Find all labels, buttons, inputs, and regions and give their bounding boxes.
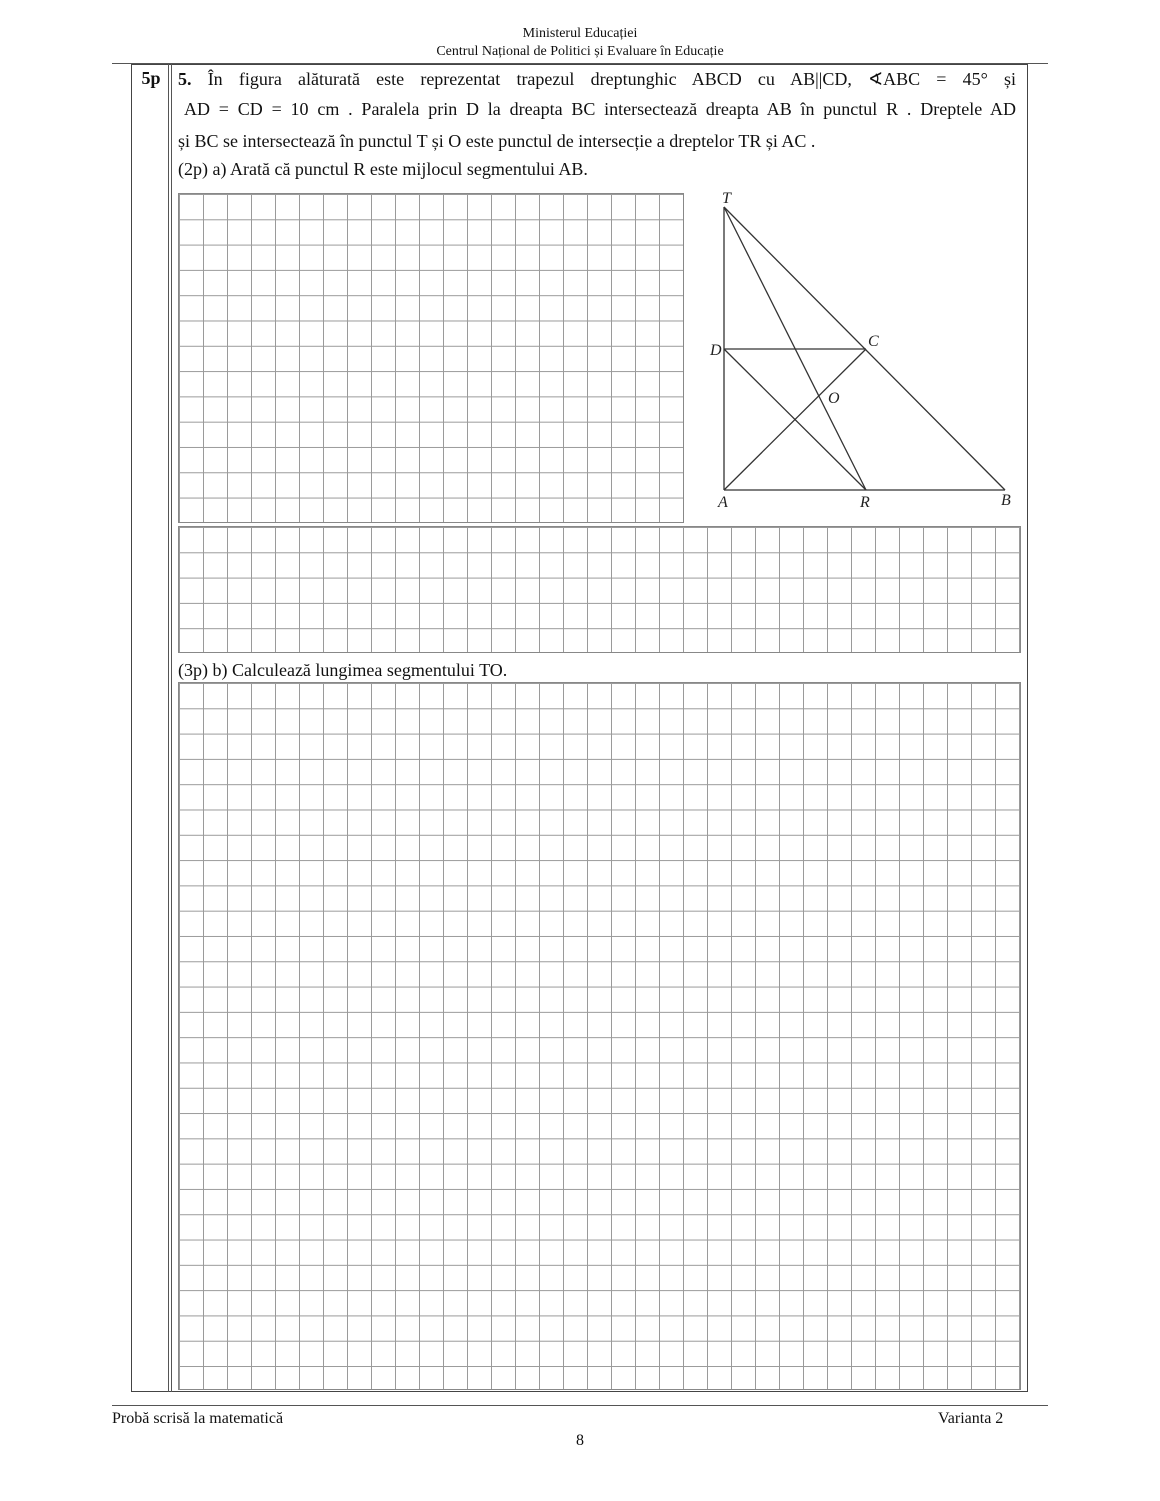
trapezoid-figure [700, 185, 1030, 515]
label-A: A [718, 494, 728, 511]
problem-statement-line-2: AD = CD = 10 cm . Paralela prin D la dreapta BC intersectează dreapta AB în punctul R . Dreptele AD [184, 99, 1016, 119]
footer-variant: Varianta 2 [938, 1410, 1004, 1427]
label-C: C [868, 333, 879, 350]
label-O: O [828, 390, 840, 407]
points-column-divider [168, 64, 169, 1392]
label-T: T [722, 190, 731, 207]
part-a-prompt: (2p) a) Arată că punctul R este mijlocul segmentului AB. [178, 159, 588, 179]
header-center: Centrul Național de Politici și Evaluare în Educație [436, 44, 724, 59]
label-D: D [710, 342, 722, 359]
answer-grid-a-left[interactable] [178, 193, 684, 523]
problem-text-1: În figura alăturată este reprezentat trapezul dreptunghic ABCD cu AB||CD, ∢ABC = 45° și [207, 69, 1017, 89]
part-b-prompt: (3p) b) Calculează lungimea segmentului TO. [178, 660, 508, 680]
problem-number: 5. [178, 69, 192, 89]
problem-statement-line-3: și BC se intersectează în punctul T și O este punctul de intersecție a dreptelor TR și AC . [178, 131, 816, 151]
header-ministry: Ministerul Educației [522, 26, 638, 41]
footer-rule [112, 1405, 1048, 1406]
answer-grid-a-bottom[interactable] [178, 526, 1021, 653]
problem-statement-line-1 [178, 64, 1016, 94]
footer-exam-name: Probă scrisă la matematică [112, 1410, 284, 1427]
problem-points: 5p [141, 68, 161, 88]
page-number: 8 [576, 1432, 584, 1449]
points-column-divider-inner [171, 64, 172, 1392]
answer-grid-b[interactable] [178, 682, 1021, 1390]
label-R: R [860, 494, 870, 511]
label-B: B [1001, 492, 1011, 509]
